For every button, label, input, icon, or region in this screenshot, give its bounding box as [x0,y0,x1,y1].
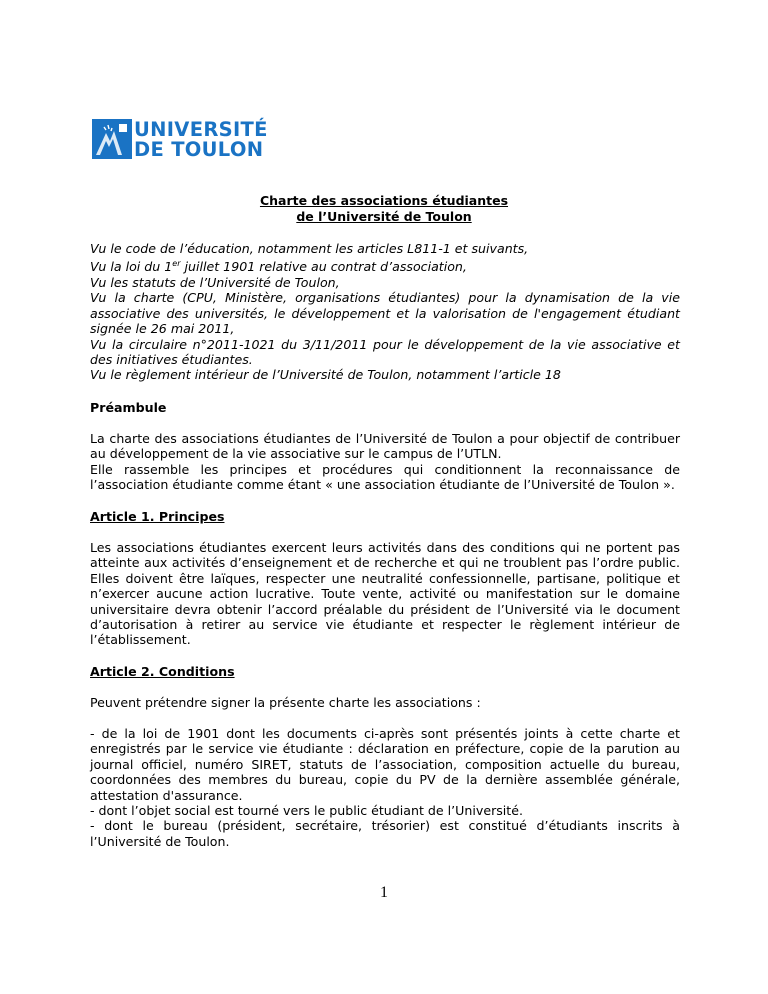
logo-line-2: DE TOULON [134,138,264,161]
visa-line: Vu le règlement intérieur de l’Université de Toulon, notamment l’article 18 [90,367,561,383]
visa-line: Vu la circulaire n°2011-1021 du 3/11/2011 pour le développement de la vie associative et des initiatives étudiantes. [90,336,680,368]
visa-line: Vu le code de l’éducation, notamment les articles L811-1 et suivants, [90,241,529,256]
logo-wordmark [134,120,268,160]
preamble-text [90,431,680,493]
visas-block [90,241,680,383]
preamble-paragraph: La charte des associations étudiantes de l’Université de Toulon a pour objectif de contribuer au développement de la vie associative sur le campus de l’UTLN. [90,431,680,462]
visa-line: Vu la charte (CPU, Ministère, organisations étudiantes) pour la dynamisation de la vie associative des universités, le développement et la valorisation de l'engagement étudiant signée le 26 mai 2011, [90,290,680,337]
visa-line: Vu les statuts de l’Université de Toulon, [90,275,340,290]
list-item: - de la loi de 1901 dont les documents ci-après sont présentés joints à cette charte et enregistrés par le service vie étudiante : déclaration en préfecture, copie de la parution au journal officiel, numéro SIRET, statuts de l’association, composition actuelle du bureau, coordonnées des membres du bureau, copie du PV de la dernière assemblée générale, attestation d'assurance. [90,726,680,803]
list-item: - dont le bureau (président, secrétaire, trésorier) est constitué d’étudiants inscrits à l’Université de Toulon. [90,818,680,849]
preamble-paragraph: Elle rassemble les principes et procédures qui conditionnent la reconnaissance de l’association étudiante comme étant « une association étudiante de l’Université de Toulon ». [90,461,680,493]
list-item: - dont l’objet social est tourné vers le public étudiant de l’Université. [90,803,523,819]
logo-mark-icon [92,119,132,159]
document-title-line-2: de l’Université de Toulon [296,209,472,224]
preamble-heading: Préambule [90,400,167,415]
article-1-text: Les associations étudiantes exercent leurs activités dans des conditions qui ne portent pas atteinte aux activités d’enseignement et de recherche et qui ne troublent pas l’ordre public. Elles doivent être laïques, respecter une neutralité confessionnelle, partisane, politique et n’exercer aucune action lucrative. Toute vente, activité ou manifestation sur le domaine universitaire devra obtenir l’accord préalable du président de l’Université via le document d’autorisation à retirer au service vie étudiante et respecter le règlement intérieur de l’établissement. [90,540,680,648]
article-1-heading: Article 1. Principes [90,509,225,524]
logo-line-1: UNIVERSITÉ [134,118,268,141]
article-2-list [90,726,680,849]
article-2-intro: Peuvent prétendre signer la présente charte les associations : [90,695,481,710]
document-title-line-1: Charte des associations étudiantes [259,193,509,208]
visa-line: Vu la loi du 1er juillet 1901 relative au contrat d’association, [90,259,467,275]
page-number: 1 [380,884,388,901]
university-logo [92,119,267,163]
article-2-heading: Article 2. Conditions [90,664,235,679]
